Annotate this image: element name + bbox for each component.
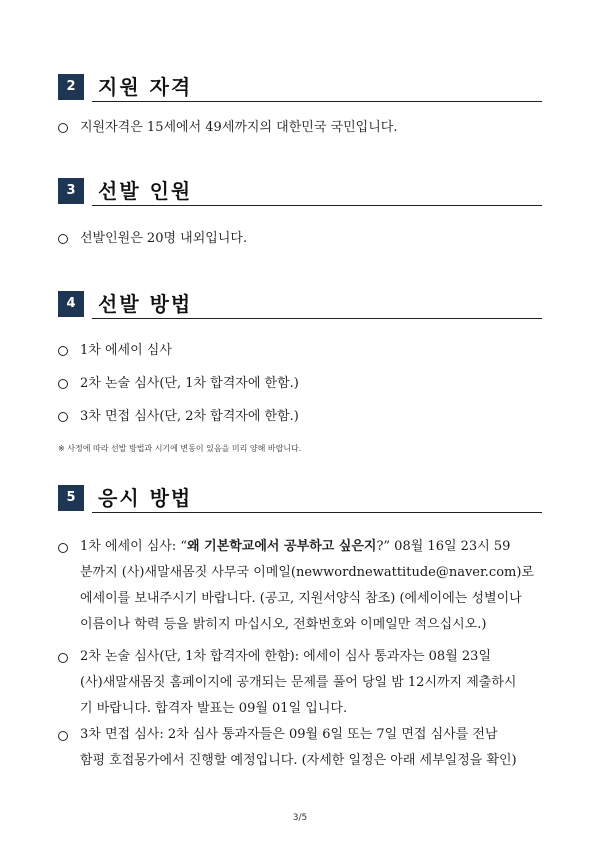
- section-rule: [92, 512, 542, 513]
- section-title: 선발 인원: [98, 179, 193, 203]
- section-selection-method: [58, 291, 542, 424]
- section-rule: [92, 101, 542, 102]
- section-title: 응시 방법: [98, 486, 193, 510]
- paragraph-line: 2차 논술 심사(단, 1차 합격자에 한함): 에세이 심사 통과자는 08월 23일: [80, 649, 491, 664]
- section-rule: [92, 205, 542, 206]
- text-segment: ?” 08월 16일 23시 59: [376, 539, 511, 554]
- section-header: [58, 291, 542, 319]
- circle-bullet-icon: [58, 543, 68, 553]
- list-item-text: 1차 에세이 심사: [80, 343, 172, 358]
- section-title: 지원 자격: [98, 75, 193, 99]
- paragraph-first-line: [80, 534, 510, 560]
- paragraph-line: 에세이를 보내주시기 바랍니다. (공고, 지원서양식 참조) (에세이에는 성별이나: [80, 591, 522, 606]
- page-number: 3/5: [292, 813, 308, 823]
- section-number: 5: [58, 485, 84, 511]
- section-recruitment-count: [58, 178, 542, 246]
- paragraph: [58, 722, 542, 774]
- essay-topic-bold: 왜 기본학교에서 공부하고 싶은지: [187, 539, 377, 554]
- paragraph-line: 이름이나 학력 등을 밝히지 마십시오, 전화번호와 이메일만 적으십시오.): [80, 617, 487, 632]
- section-header: [58, 485, 542, 513]
- section-application-method: [58, 485, 542, 768]
- section-header: [58, 178, 542, 206]
- circle-bullet-icon: [58, 731, 68, 741]
- list-item-text: 3차 면접 심사(단, 2차 합격자에 한함.): [80, 409, 299, 424]
- section-eligibility: [58, 74, 542, 135]
- circle-bullet-icon: [58, 379, 68, 389]
- text-segment: 1차 에세이 심사: “: [80, 539, 188, 554]
- list-item-text: 지원자격은 15세에서 49세까지의 대한민국 국민입니다.: [80, 120, 398, 135]
- circle-bullet-icon: [58, 412, 68, 422]
- section-header: [58, 74, 542, 102]
- paragraph-line: 함평 호접몽가에서 진행할 예정입니다. (자세한 일정은 아래 세부일정을 확인): [80, 753, 517, 768]
- paragraph: [58, 534, 542, 638]
- circle-bullet-icon: [58, 653, 68, 663]
- section-title: 선발 방법: [98, 292, 193, 316]
- paragraph-line: 기 바랍니다. 합격자 발표는 09월 01일 입니다.: [80, 701, 348, 716]
- list-item-text: 2차 논술 심사(단, 1차 합격자에 한함.): [80, 376, 299, 391]
- paragraph: [58, 644, 542, 722]
- section-number: 3: [58, 178, 84, 204]
- section-rule: [92, 318, 542, 319]
- list-item-text: 선발인원은 20명 내외입니다.: [80, 231, 248, 246]
- section-number: 4: [58, 291, 84, 317]
- paragraph-line: 분까지 (사)새말새몸짓 사무국 이메일(newwordnewattitude@naver.com)로: [80, 565, 534, 580]
- circle-bullet-icon: [58, 346, 68, 356]
- paragraph-line: (사)새말새몸짓 홈페이지에 공개되는 문제를 풀어 당일 밤 12시까지 제출하시: [80, 675, 517, 690]
- footnote: ※ 사정에 따라 선발 방법과 시기에 변동이 있음을 미리 양해 바랍니다.: [58, 444, 302, 453]
- circle-bullet-icon: [58, 123, 68, 133]
- section-number: 2: [58, 74, 84, 100]
- paragraph-line: 3차 면접 심사: 2차 심사 통과자들은 09월 6일 또는 7일 면접 심사를 전남: [80, 727, 498, 742]
- circle-bullet-icon: [58, 234, 68, 244]
